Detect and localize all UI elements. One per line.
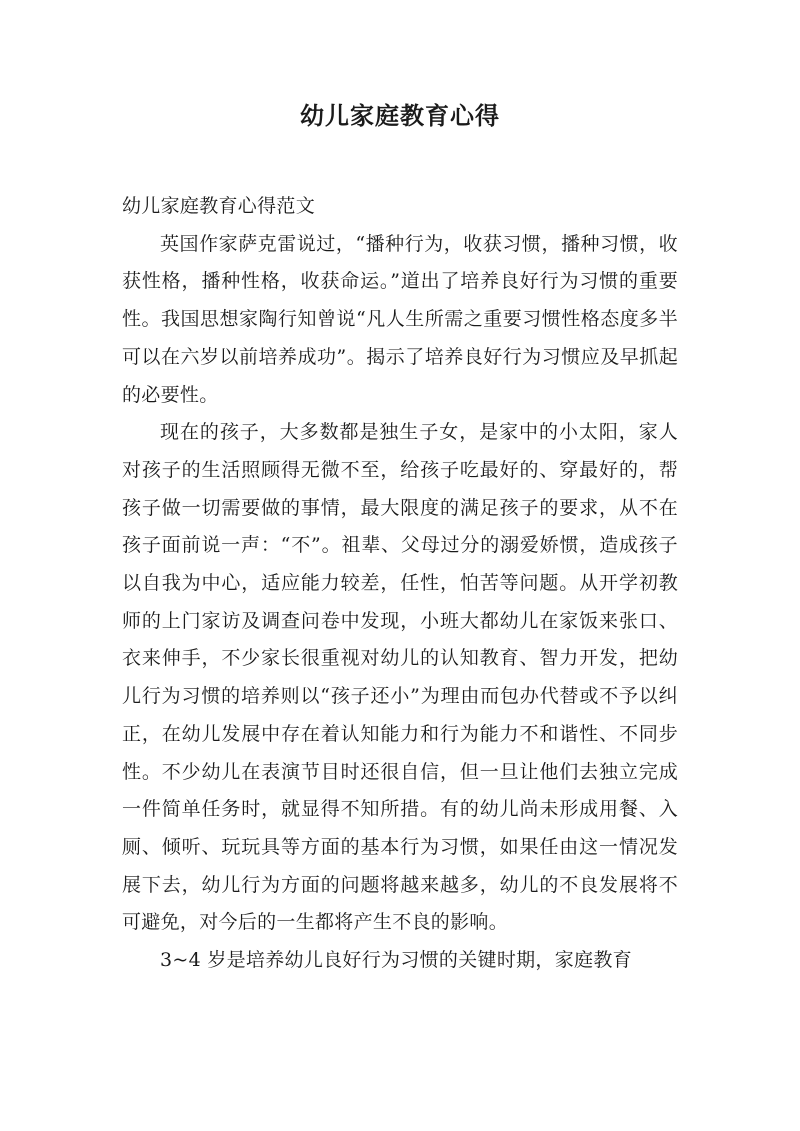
paragraph-2: 现在的孩子，大多数都是独生子女，是家中的小太阳，家人对孩子的生活照顾得无微不至，给孩子吃最好的、穿最好的，帮孩子做一切需要做的事情，最大限度的满足孩子的要求，从不在孩子面前说一声：“不”。祖辈、父母过分的溺爱娇惯，造成孩子以自我为中心，适应能力较差，任性，怕苦等问题。从开学初教师的上门家访及调查问卷中发现，小班大都幼儿在家饭来张口、衣来伸手，不少家长很重视对幼儿的认知教育、智力开发，把幼儿行为习惯的培养则以“孩子还小”为理由而包办代替或不予以纠正，在幼儿发展中存在着认知能力和行为能力不和谐性、不同步性。不少幼儿在表演节目时还很自信，但一旦让他们去独立完成一件简单任务时，就显得不知所措。有的幼儿尚未形成用餐、入厕、倾听、玩玩具等方面的基本行为习惯，如果任由这一情况发展下去，幼儿行为方面的问题将越来越多，幼儿的不良发展将不可避免，对今后的一生都将产生不良的影响。: [122, 421, 678, 934]
paragraph-1: 英国作家萨克雷说过，“播种行为，收获习惯，播种习惯，收获性格，播种性格，收获命运。”道出了培养良好行为习惯的重要性。我国思想家陶行知曾说“凡人生所需之重要习惯性格态度多半可以在六岁以前培养成功”。揭示了培养良好行为习惯应及早抓起的必要性。: [122, 232, 678, 406]
document-title: 幼儿家庭教育心得: [300, 102, 500, 130]
paragraph-3: 3~4 岁是培养幼儿良好行为习惯的关键时期，家庭教育: [160, 949, 632, 972]
document-subtitle: 幼儿家庭教育心得范文: [122, 195, 316, 217]
document-body: [122, 188, 678, 980]
